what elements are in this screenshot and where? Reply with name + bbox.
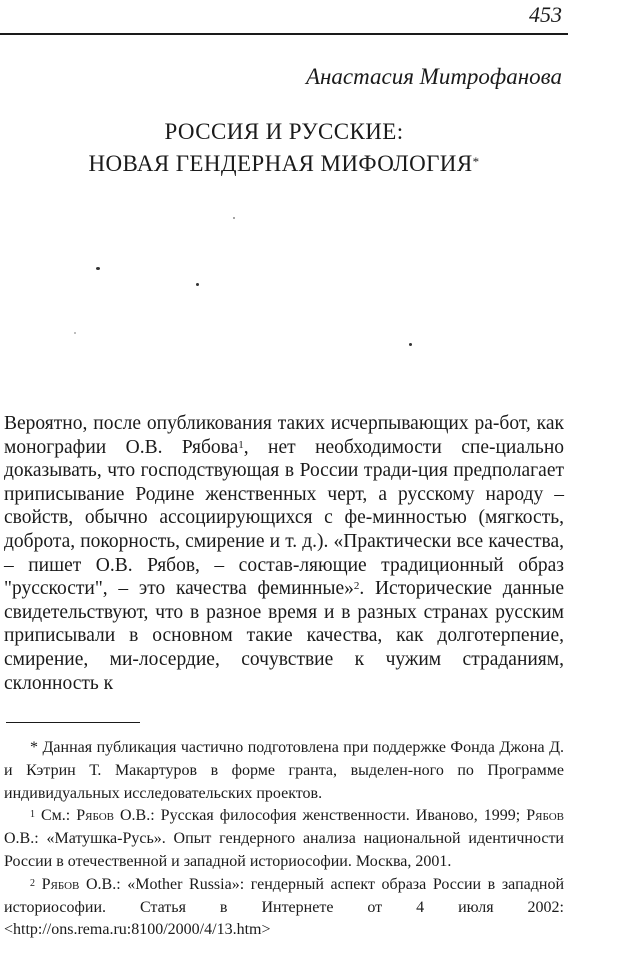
scan-speck — [74, 332, 76, 334]
footnote-1 — [4, 805, 564, 873]
scan-speck — [409, 343, 412, 346]
footnote-ref-1: 1 — [238, 438, 244, 451]
footnotes — [4, 737, 564, 942]
footnote-2 — [4, 874, 564, 942]
page-number: 453 — [529, 2, 562, 27]
footnote-star-mark: * — [30, 739, 38, 756]
footnote-1-author: Рябов О.В. — [76, 807, 151, 825]
body-paragraph — [4, 412, 564, 695]
footnote-1-lead: См.: — [41, 807, 71, 825]
article-author: Анастасия Митрофанова — [305, 64, 562, 89]
body-segment: , нет необходимости спе-циально доказывать, что господствующая в России тради-ция предполагает приписывание Родине женственных черт, а русскому народу – свойств, обычно ассоциирующихся с фе-минностью (мягкость, доброта, покорность, смирение и т. д.). «Практически все качества, – пишет О.В. Рябов, – состав-ляющие традиционный образ "русскости", – это качества феминные» — [4, 436, 565, 600]
scan-speck — [96, 267, 100, 270]
footnote-star-text: Данная публикация частично подготовлена при поддержке Фонда Джона Д. и Кэтрин Т. Макартуров в форме гранта, выделен-ного по Программе индивидуальных исследовательских проектов. — [4, 739, 565, 802]
scan-speck — [233, 217, 235, 219]
body-segment: . Исторические данные свидетельствуют, что в разное время и в разных странах русским приписывали в основном такие качества, как долготерпение, смирение, ми-лосердие, сочувствие к чужим страданиям, склонность к — [4, 578, 564, 694]
body-text — [4, 412, 564, 695]
title-line-1: РОССИЯ И РУССКИЕ: — [164, 119, 404, 144]
footnote-1-mark: 1 — [30, 809, 35, 821]
footnote-2-mark: 2 — [30, 877, 35, 889]
footnote-1-text: : Русская философия женственности. Иваново, 1999; — [150, 807, 521, 825]
footnote-1-text: : «Матушка-Русь». Опыт гендерного анализа национальной идентичности России в отечественной и западной историософии. Москва, 2001. — [4, 830, 564, 870]
title-footnote-mark: * — [472, 154, 480, 169]
title-line-2-text: НОВАЯ ГЕНДЕРНАЯ МИФОЛОГИЯ — [88, 151, 473, 176]
footnote-separator — [6, 722, 140, 723]
scan-speck — [196, 283, 199, 286]
footnote-2-author: Рябов О.В. — [41, 875, 117, 893]
article-title — [0, 116, 568, 180]
title-line-2 — [0, 148, 568, 180]
body-segment: Вероятно, после опубликования таких исчерпывающих ра-бот, как монографии О.В. Рябова — [4, 413, 564, 458]
footnote-star — [4, 737, 564, 805]
header-rule — [0, 33, 568, 35]
footnote-2-text: : «Mother Russia»: гендерный аспект образа России в западной историософии. Статья в Интернете от 4 июля 2002: <http://ons.rema.ru:8100/2000/4/13.htm> — [4, 875, 565, 939]
footnote-1-author: Рябов О.В. — [4, 807, 565, 848]
footnote-ref-2: 2 — [353, 580, 360, 593]
